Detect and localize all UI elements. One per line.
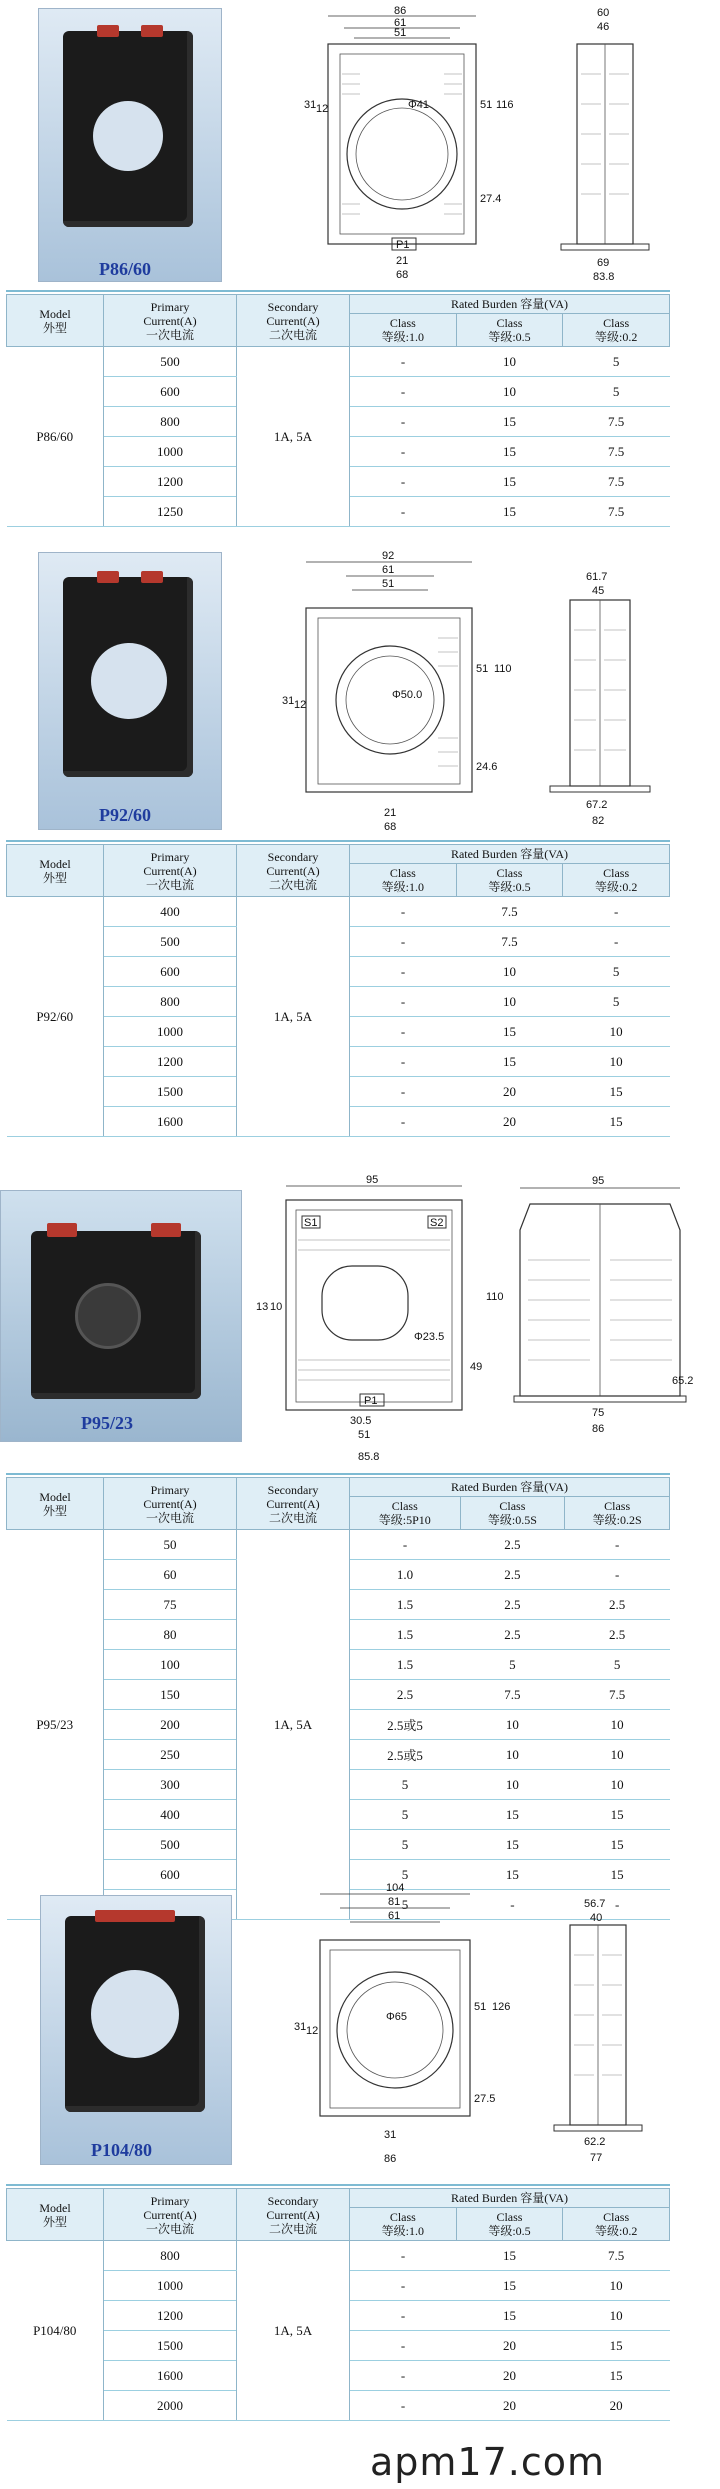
col-class-2: Class 等级:0.5 bbox=[456, 314, 563, 347]
table-row: P104/80 800 1A, 5A - 15 7.5 bbox=[7, 2241, 670, 2271]
ct-body bbox=[31, 1231, 201, 1399]
side-dim-2: 46 bbox=[597, 21, 610, 33]
table-row: 300 5 10 10 bbox=[7, 1770, 670, 1800]
nameplate-label: P1 bbox=[364, 1395, 378, 1407]
side-dim-4: 77 bbox=[590, 2152, 603, 2164]
col-class-3: Class 等级:0.2 bbox=[563, 314, 670, 347]
dim-left-2: 12 bbox=[316, 103, 329, 115]
dim-width: 104 bbox=[386, 1882, 405, 1894]
divider bbox=[6, 290, 670, 292]
side-dim-1: 95 bbox=[592, 1175, 605, 1187]
dim-bottom-1: 21 bbox=[396, 255, 409, 267]
dim-diameter: Φ23.5 bbox=[414, 1331, 445, 1343]
table-row: P92/60 400 1A, 5A - 7.5 - bbox=[7, 897, 670, 927]
dim-inner-width: 61 bbox=[394, 17, 407, 29]
dim-inner-width: 81 bbox=[388, 1896, 401, 1908]
table-row: 1600 - 20 15 bbox=[7, 2361, 670, 2391]
model-cell: P104/80 bbox=[7, 2241, 104, 2421]
model-caption: P95/23 bbox=[81, 1413, 133, 1433]
dim-slot-width: 51 bbox=[394, 27, 407, 39]
dim-right-1: 51 bbox=[476, 663, 489, 675]
dimension-drawing-p86-side bbox=[555, 4, 665, 284]
side-dim-3: 67.2 bbox=[586, 799, 608, 811]
table-row: 1200 - 15 10 bbox=[7, 1047, 670, 1077]
dim-diameter: Φ65 bbox=[386, 2011, 408, 2023]
model-caption: P86/60 bbox=[99, 259, 151, 279]
table-row: P95/23 50 1A, 5A - 2.5 - bbox=[7, 1530, 670, 1560]
dim-slot-width: 51 bbox=[382, 578, 395, 590]
product-photo-p95 bbox=[0, 1190, 242, 1442]
dim-left-1: 31 bbox=[304, 99, 317, 111]
col-burden: Rated Burden 容量(VA) bbox=[350, 295, 670, 314]
dim-diameter: Φ50.0 bbox=[392, 689, 423, 701]
col-model: Model 外型 bbox=[7, 295, 104, 347]
table-row: 1200 - 15 7.5 bbox=[7, 467, 670, 497]
dim-bottom-1: 31 bbox=[384, 2129, 397, 2141]
dim-bottom-2: 51 bbox=[358, 1429, 371, 1441]
dimension-drawing-p92-front bbox=[280, 548, 520, 838]
side-dim-3: 62.2 bbox=[584, 2136, 606, 2148]
product-photo-p92 bbox=[38, 552, 222, 830]
dim-left-2: 12 bbox=[306, 2025, 319, 2037]
dim-right-2: 27.4 bbox=[480, 193, 502, 205]
table-row: 400 5 15 15 bbox=[7, 1800, 670, 1830]
side-dim-2: 65.2 bbox=[672, 1375, 694, 1387]
divider bbox=[6, 1473, 670, 1475]
product-photo-p86 bbox=[38, 8, 222, 282]
dim-width: 95 bbox=[366, 1174, 379, 1186]
table-row: 1500 - 20 15 bbox=[7, 2331, 670, 2361]
secondary-cell: 1A, 5A bbox=[237, 347, 350, 527]
table-row: 1000 - 15 7.5 bbox=[7, 437, 670, 467]
table-row: 600 - 10 5 bbox=[7, 377, 670, 407]
dim-left-1: 13 bbox=[256, 1301, 269, 1313]
model-caption: P104/80 bbox=[91, 2140, 152, 2160]
table-row: 800 - 10 5 bbox=[7, 987, 670, 1017]
col-primary: Primary Current(A) 一次电流 bbox=[104, 295, 237, 347]
dimension-drawing-p95-side bbox=[510, 1170, 710, 1440]
ct-body bbox=[63, 31, 193, 227]
terminal-s1: S1 bbox=[304, 1217, 318, 1229]
side-dim-1: 56.7 bbox=[584, 1898, 606, 1910]
table-row: 1250 - 15 7.5 bbox=[7, 497, 670, 527]
dim-bottom-2: 68 bbox=[396, 269, 409, 281]
secondary-cell: 1A, 5A bbox=[237, 1530, 350, 1920]
dim-bottom-2: 86 bbox=[384, 2153, 397, 2165]
dim-height: 110 bbox=[494, 663, 512, 675]
dim-width: 86 bbox=[394, 5, 407, 17]
dimension-drawing-p92-side bbox=[540, 570, 660, 830]
side-dim-4: 83.8 bbox=[593, 271, 615, 283]
table-row: 1600 - 20 15 bbox=[7, 1107, 670, 1137]
side-dim-1: 60 bbox=[597, 7, 610, 19]
model-cell: P86/60 bbox=[7, 347, 104, 527]
ct-body bbox=[63, 577, 193, 777]
ct-body bbox=[65, 1916, 205, 2112]
dimension-drawing-p104-front bbox=[270, 1880, 520, 2170]
side-dim-3: 69 bbox=[597, 257, 610, 269]
dimension-drawing-p86-front bbox=[300, 4, 520, 284]
table-row: 100 1.5 5 5 bbox=[7, 1650, 670, 1680]
dim-right-1: 49 bbox=[470, 1361, 483, 1373]
dim-bottom-2: 68 bbox=[384, 821, 397, 833]
divider bbox=[6, 2184, 670, 2186]
spec-table-p86 bbox=[6, 294, 670, 527]
secondary-cell: 1A, 5A bbox=[237, 897, 350, 1137]
col-class-1: Class 等级:1.0 bbox=[350, 314, 457, 347]
dim-left-2: 12 bbox=[294, 699, 307, 711]
spec-table-p104: Model 外型 Primary Current(A) 一次电流 Secondary Current(A) 二次电流 Rated Burden 容量(VA) Class 等级:1.0 Class 等级:0.5 Class 等级:0.2 P104/80 800 1A, 5A - 15 7.5 1000 - 15 10 1200 - 15 10 1500 - 20 15 1600 - 20 15 2000 - 20 20 bbox=[6, 2188, 670, 2421]
dim-slot-width: 61 bbox=[388, 1910, 401, 1922]
dimension-drawing-p104-side bbox=[540, 1895, 660, 2165]
side-dim-4: 86 bbox=[592, 1423, 605, 1435]
dim-left-1: 31 bbox=[294, 2021, 307, 2033]
table-row: 60 1.0 2.5 - bbox=[7, 1560, 670, 1590]
dim-right-1: 51 bbox=[474, 2001, 487, 2013]
table-row: 600 5 15 15 bbox=[7, 1860, 670, 1890]
col-secondary: Secondary Current(A) 二次电流 bbox=[237, 295, 350, 347]
watermark: apm17.com bbox=[370, 2440, 606, 2484]
dim-right-1: 51 bbox=[480, 99, 493, 111]
model-cell: P92/60 bbox=[7, 897, 104, 1137]
dim-left-1: 31 bbox=[282, 695, 295, 707]
product-photo-p104 bbox=[40, 1895, 232, 2165]
table-row: 80 1.5 2.5 2.5 bbox=[7, 1620, 670, 1650]
table-row: 500 - 7.5 - bbox=[7, 927, 670, 957]
table-row: 5 - - bbox=[7, 1890, 670, 1920]
side-dim-2: 40 bbox=[590, 1912, 603, 1924]
dim-bottom-1: 30.5 bbox=[350, 1415, 372, 1427]
model-cell: P95/23 bbox=[7, 1530, 104, 1920]
dim-bottom-3: 85.8 bbox=[358, 1451, 380, 1463]
side-dim-4: 82 bbox=[592, 815, 605, 827]
dimension-drawing-p95-front bbox=[250, 1170, 510, 1470]
table-row: 1500 - 20 15 bbox=[7, 1077, 670, 1107]
table-row: 1000 - 15 10 bbox=[7, 2271, 670, 2301]
spec-table-p92: Model 外型 Primary Current(A) 一次电流 Secondary Current(A) 二次电流 Rated Burden 容量(VA) Class 等级:1.0 Class 等级:0.5 Class 等级:0.2 P92/60 400 1A, 5A - 7.5 - 500 - 7.5 - 600 - 10 5 800 - 10 5 1000 - 15 10 1200 - 15 10 1500 - 20 15 1600 - 20 15 bbox=[6, 844, 670, 1137]
divider bbox=[6, 840, 670, 842]
dim-bottom-1: 21 bbox=[384, 807, 397, 819]
side-dim-1: 61.7 bbox=[586, 571, 608, 583]
side-dim-3: 75 bbox=[592, 1407, 605, 1419]
side-dim-2: 45 bbox=[592, 585, 605, 597]
model-caption: P92/60 bbox=[99, 805, 151, 825]
terminal-s2: S2 bbox=[430, 1217, 444, 1229]
table-row: P86/60 500 1A, 5A - 10 5 bbox=[7, 347, 670, 377]
dim-width: 92 bbox=[382, 550, 395, 562]
dim-height: 116 bbox=[496, 99, 514, 111]
dim-right-2: 24.6 bbox=[476, 761, 498, 773]
dim-diameter: Φ41 bbox=[408, 99, 430, 111]
table-row: 500 5 15 15 bbox=[7, 1830, 670, 1860]
table-row: 250 2.5或5 10 10 bbox=[7, 1740, 670, 1770]
nameplate-label: P1 bbox=[396, 239, 410, 251]
dim-left-2: 10 bbox=[270, 1301, 283, 1313]
dim-right-2: 27.5 bbox=[474, 2093, 496, 2105]
table-row: 2000 - 20 20 bbox=[7, 2391, 670, 2421]
table-row: 1000 - 15 10 bbox=[7, 1017, 670, 1047]
table-row: 200 2.5或5 10 10 bbox=[7, 1710, 670, 1740]
dim-height: 110 bbox=[486, 1291, 504, 1303]
spec-table-p95: Model 外型 Primary Current(A) 一次电流 Secondary Current(A) 二次电流 Rated Burden 容量(VA) Class 等级:5P10 Class 等级:0.5S Class 等级:0.2S P95/23 50 1A, 5A - 2.5 - 60 1.0 2.5 - 75 1.5 2.5 2.5 80 1.5 2.5 2.5 100 1.5 5 5 150 2.5 7.5 7.5 200 2.5或5 10 10 250 2.5或5 10 10 300 5 10 10 400 5 15 15 500 5 15 15 600 5 15 15 5 - - bbox=[6, 1477, 670, 1920]
table-row: 600 - 10 5 bbox=[7, 957, 670, 987]
table-row: 75 1.5 2.5 2.5 bbox=[7, 1590, 670, 1620]
table-row: 1200 - 15 10 bbox=[7, 2301, 670, 2331]
dim-height: 126 bbox=[492, 2001, 511, 2013]
table-row: 150 2.5 7.5 7.5 bbox=[7, 1680, 670, 1710]
dim-inner-width: 61 bbox=[382, 564, 395, 576]
table-row: 800 - 15 7.5 bbox=[7, 407, 670, 437]
secondary-cell: 1A, 5A bbox=[237, 2241, 350, 2421]
